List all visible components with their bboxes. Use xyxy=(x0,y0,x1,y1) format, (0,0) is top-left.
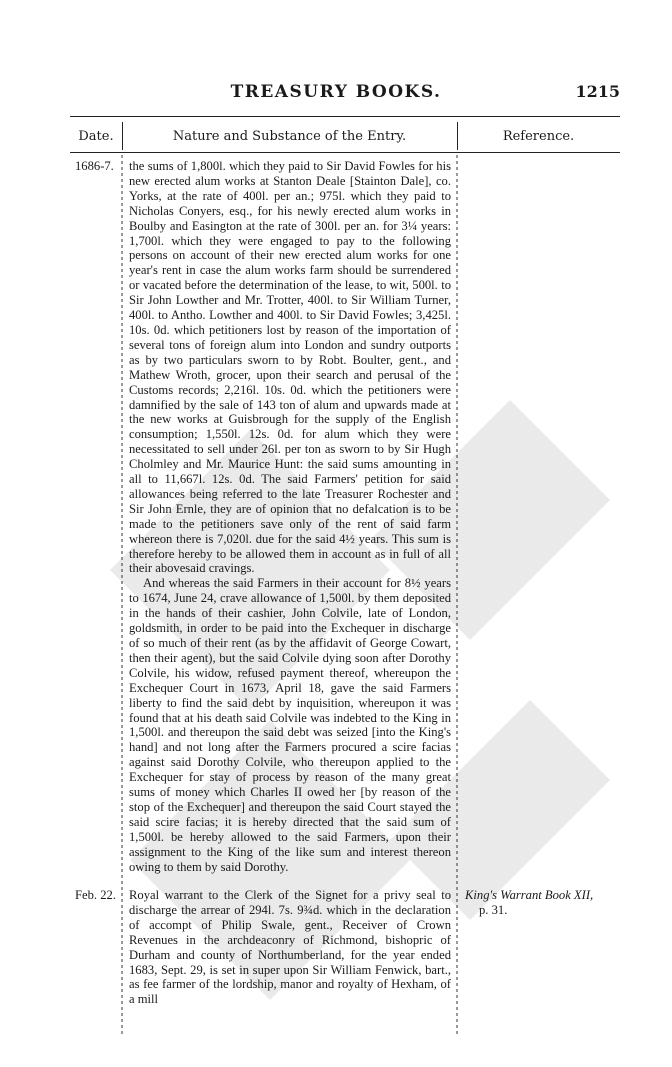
entry-2-paragraph-1: Royal warrant to the Clerk of the Signet for a privy seal to discharge the arrear of 294l. 7s. 9¾d. which in the declaration of accompt of Philip Swale, gent., Receiver of Crown Revenues in the archdeaconry of Richmond, bishopric of Durham and county of Northumberland, for the year ended 1683, Sept. 29, is set in super upon Sir William Fenwick, bart., as fee farmer of the lordship, manor and royalty of Hexham, of a mill xyxy=(129,888,451,1007)
entry-text-1 xyxy=(129,159,451,875)
running-head xyxy=(0,82,672,106)
page-number: 1215 xyxy=(575,82,620,101)
column-header-reference: Reference. xyxy=(502,129,575,144)
column-header-date: Date. xyxy=(78,129,114,144)
entry-reference-2 xyxy=(465,888,620,918)
entry-1-paragraph-1: the sums of 1,800l. which they paid to Sir David Fowles for his new erected alum works at Stanton Deale [Stainton Dale], co. Yorks, at the rate of 400l. per an.; 975l. which they paid to Nicholas Conyers, esq., for his newly erected alum works in Boulby and Easington at the rate of 300l. per an. for 3¼ years: 1,700l. which they were engaged to pay to the following persons on account of their new erected alum works for one year's rent in case the alum works farm should be surrendered or vacated before the determination of the lease, to wit, 500l. to Sir John Lowther and Mr. Trotter, 400l. to Sir William Turner, 400l. to Antho. Lowther and 400l. to Sir David Fowles; 3,425l. 10s. 0d. which petitioners lost by reason of the importation of several tons of foreign alum into London and sundry outports as by two particulars sworn to by Robt. Boulter, gent., and Mathew Wroth, grocer, upon their search and perusal of the Customs records; 2,216l. 10s. 0d. which the petitioners were damnified by the sale of 143 ton of alum and upwards made at the new works at Guisbrough for the supply of the English consumption; 1,550l. 12s. 0d. for alum which they were necessitated to sell under 26l. per ton as sworn to by Sir Hugh Cholmley and Mr. Maurice Hunt: the said sums amounting in all to 11,667l. 12s. 0d. The said Farmers' petition for said allowances being referred to the late Treasurer Rochester and Sir John Ernle, they are of opinion that no defalcation is to be made to the petitioners save only of the rent of said farm whereon there is 7,020l. due for the said 4½ years. This sum is therefore hereby to be allowed them in account as in full of all their abovesaid cravings. xyxy=(129,159,451,576)
entry-text-2 xyxy=(129,888,451,1007)
reference-page: p. 31. xyxy=(479,903,508,917)
entry-1-paragraph-2: And whereas the said Farmers in their account for 8½ years to 1674, June 24, crave allowance of 1,500l. by them deposited in the hands of their cashier, John Colvile, late of London, goldsmith, in order to be paid into the Exchequer in discharge of so much of their rent (as by the affidavit of George Cowart, then their agent), but the said Colvile dying soon after Dorothy Colvile, his widow, refused payment thereof, whereupon the Exchequer Court in 1673, April 18, gave the said Farmers liberty to find the said debt by inquisition, whereupon it was found that at his death said Colvile was indebted to the King in 1,500l. and thereupon the said debt was seized [into the King's hand] and not long after the Farmers procured a scire facias against said Dorothy Colvile, who thereupon applied to the Exchequer for stay of process by reason of the many great sums of money which Charles II owed her [by reason of the stop of the Exchequer] and thereupon the said Court stayed the said scire facias; it is hereby directed that the said sum of 1,500l. be hereby allowed to the said Farmers, upon their assignment to the King of the like sum and interest thereon owing to them by said Dorothy. xyxy=(129,576,451,874)
running-title: TREASURY BOOKS. xyxy=(230,82,442,102)
entry-date-1: 1686-7. xyxy=(75,159,114,173)
entry-date-2: Feb. 22. xyxy=(75,888,116,902)
table-header-rule xyxy=(70,152,620,153)
table-top-rule xyxy=(70,116,620,117)
column-header-nature: Nature and Substance of the Entry. xyxy=(172,129,407,144)
reference-work: King's Warrant Book XII, xyxy=(465,888,594,902)
